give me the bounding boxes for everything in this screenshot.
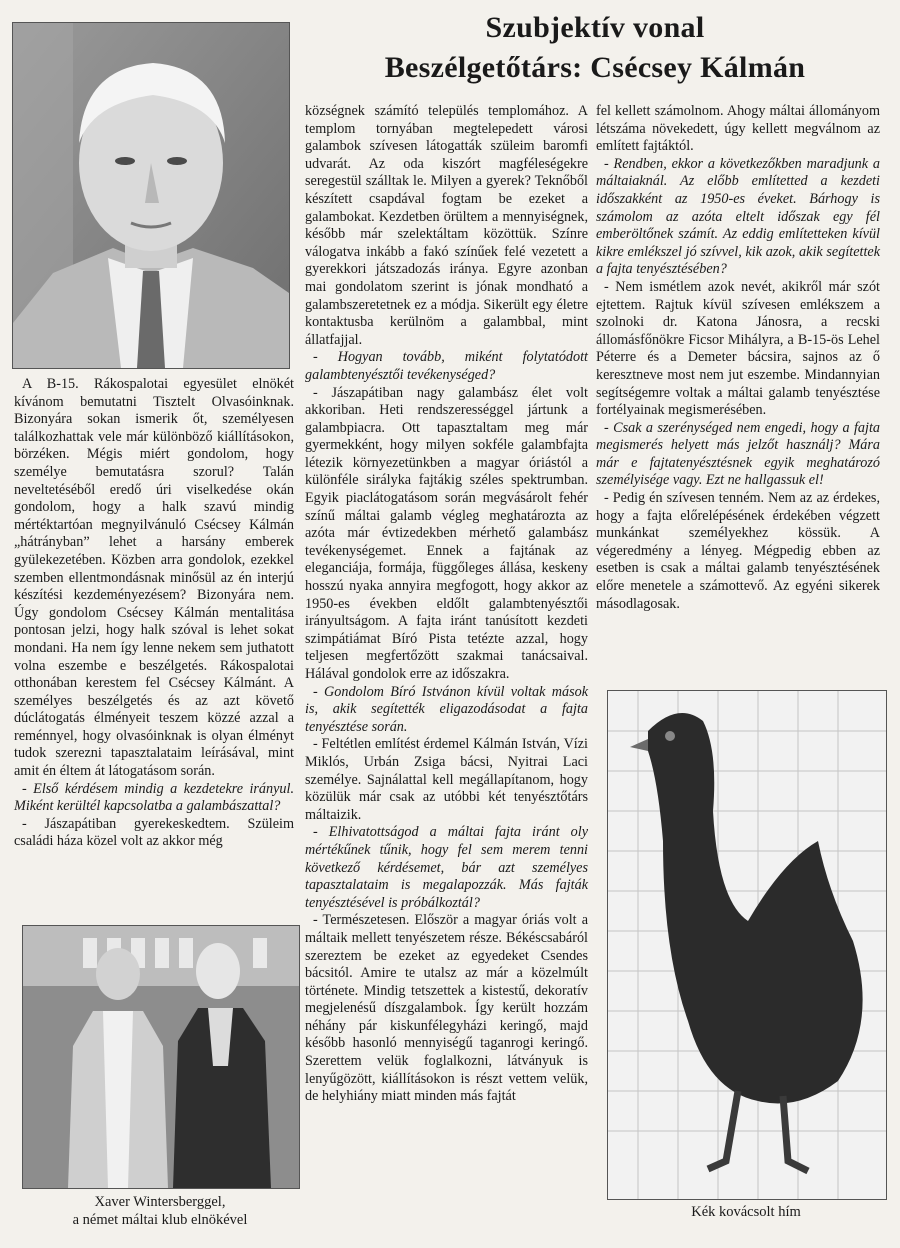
title-line-1: Szubjektív vonal [485, 11, 705, 44]
col1-paragraph: A B-15. Rákospalotai egyesület elnökét kívánom bemutatni Tisztelt Olvasóinknak. Bizonyára sokan ismerik őt, személyesen találkozhattak vele már különböző kiállításokon, börzéken. Mégis miért gondolom, hogy személye bemutatásra szorul? Talán neveltetéséből eredő úri viselkedése okán gondolom, hogy a halk szavú mindig mértéktartóan megnyilvánuló Csécsey Kálmán „hátrányban” lehet a harsány emberek gyülekezetében. Közben arra gondolok, ezekkel szemben ellentmondásnak minősül az én interjú készítési kezdeményezésem? Bizonyára nem. Úgy gondolom Csécsey Kálmán mentalitása pontosan jelzi, hogy halk szóval is lehet sokat mondani. Ha nem így lenne nekem sem juthatott volna eszembe e beszélgetés. Rákospalotai otthonában kerestem fel Csécsey Kálmánt. A személyes beszélgetés és az azt követő dúclátogatás élményeit teszem közzé azzal a reménnyel, hogy olvasóinknak is olyan élményt tudok szerezni tapasztalataim leírásával, mint amit én éltem át látogatásom során. [14, 376, 294, 780]
pigeon-photo-caption: Kék kovácsolt hím [691, 1204, 801, 1220]
col3-question: - Rendben, ekkor a következőkben maradjunk a máltaiaknál. Az előbb említetted a kezdeti időszakként az 1950-es éveket. Bárhogy is számolom az azóta eltelt időszak egy fél emberöltőnek számít. Az eddig említetteken kívül kikre emlékszel jó szívvel, kik azok, akik segítettek a fajta tenyésztésében? [596, 155, 880, 278]
col2-question: - Gondolom Bíró Istvánon kívül voltak mások is, akik segítették eligazodásodat a fajta tenyésztése során. [305, 683, 588, 735]
col3-paragraph: fel kellett számolnom. Ahogy máltai állományom létszáma növekedett, úgy kellett megválnom az említett fajtáktól. [596, 103, 880, 155]
photo-two-men-caption [22, 1193, 298, 1229]
col2-paragraph: - Feltétlen említést érdemel Kálmán István, Vízi Miklós, Urbán Zsiga bácsi, Nyitrai Laci személye. Sajnálattal kell megállapítanom, hogy közülük már csak az utóbbi két tenyésztőtárs máltaizik. [305, 736, 588, 823]
col2-paragraph: községnek számító település templomához. A templom tornyában megtelepedett városi galambok szívesen látogatták szüleim baromfi udvarát. Az oda kiszórt magféleségekre seregestül szálltak le. Milyen a gyerek? Teknőből készített csapdával fogtam be ezeket a galambokat. Kezdetben örültem a mennyiségnek, később már szelektáltam közöttük. Színre válogatva inkább a fakó színűek felé vezetett a gyerekkori játszadozás iránya. Egyre azonban mai gondolatom szerint is jónak mondható a galambszeretetnek ez a módja. Sikerült egy életre kontaktusba kerülnöm a galambbal, mint állatfajjal. [305, 103, 588, 348]
col2-paragraph: - Természetesen. Először a magyar óriás volt a máltaik mellett tenyészetem része. Békéscsabáról szereztem be ezeket az egyedeket Csendes bácsitól. Amire te utalsz az már a közelmúlt története. Mindig tetszettek a kistestű, dekoratív megjelenésű díszgalambok. Így került hozzám néhány pár kiskunfélegyházi keringő, majd később hasonló mennyiségű taganrogi keringő. Szerettem velük foglalkozni, látványuk is lenyűgözött, kiállításokon is részt vettem velük, de helyhiány miatt minden más fajtát [305, 912, 588, 1105]
article-title [300, 8, 890, 88]
col1-paragraph: - Jászapátiban gyerekeskedtem. Szüleim családi háza közel volt az akkor még [14, 815, 294, 850]
column-3 [596, 103, 880, 613]
col2-question: - Elhivatottságod a máltai fajta iránt oly mértékűnek tűnik, hogy fel sem merem tenni következő kérdésemet, bár azt személyes tapasztalataim is megalapozzák. Más fajták tenyésztésével is próbálkoztál? [305, 824, 588, 911]
column-1 [14, 376, 294, 851]
caption-line: Xaver Wintersberggel, [94, 1194, 226, 1210]
photo-two-men [22, 925, 300, 1189]
col2-question: - Hogyan tovább, miként folytatódott galambtenyésztői tevékenységed? [305, 349, 588, 383]
portrait-photo [12, 22, 290, 369]
col2-paragraph: - Jászapátiban nagy galambász élet volt akkoriban. Heti rendszerességgel jártunk a galambpiacra. Ott tapasztaltam meg már gyermekként, hogy milyen sokféle galambfajta létezik környezetünkben a magyar óriástól a különféle sirálykа fajtákig széles spektrumban. Egyik piaclátogatásom során megvásárolt fehér színű máltai galamb végleg meghatározta az azóta már évtizedekben mérhető galambász tevékenységemet. Ennek a fajtának az eleganciája, formája, függőleges állása, keskeny hosszú nyaka annyira megfogott, hogy akkor az 1950-es években eldőlt galambtenyésztői irányultságom. A fajta iránt tanúsított kezdeti szimpátiámat Bíró Pista tetézte azzal, hogy teljesen megfertőzött szakmai tanácsaival. Hálával gondolok erre az időszakra. [305, 384, 588, 682]
col3-paragraph: - Pedig én szívesen tenném. Nem az az érdekes, hogy a fajta előrelépésének érdekében végzett munkánkat személyekhez kössük. A végeredmény a lényeg. Mégpedig ebben az esetben is csak a máltai galamb tenyésztésének előre menetele a számottevő. Az egyéni sikerek másodlagosak. [596, 490, 880, 612]
caption-line: a német máltai klub elnökével [72, 1212, 248, 1228]
column-2 [305, 103, 588, 1106]
col3-paragraph: - Nem ismétlem azok nevét, akikről már szót ejtettem. Rajtuk kívül szívesen emlékszem a szolnoki dr. Katona Jánosra, a recski állomásfőnökre Ficsor Mihályra, a B-15-ös Lehel Péterre és a Demeter bácsira, sajnos az ő keresztneve most nem jut eszembe. Mindannyian segítségemre voltak a máltai galamb tenyésztése fortélyainak megismerésében. [596, 278, 880, 419]
pigeon-photo [607, 690, 887, 1200]
col3-question: - Csak a szerénységed nem engedi, hogy a fajta megismerés helyett más jelzőt használj? Mára már e fajtatenyésztésnek egyik meghatározó személyisége vagy. Ezt ne hallgassuk el! [596, 419, 880, 489]
title-line-2: Beszélgetőtárs: Csécsey Kálmán [384, 51, 806, 84]
col1-question: - Első kérdésem mindig a kezdetekre irányul. Miként kerültél kapcsolatba a galambászattal? [14, 780, 294, 815]
